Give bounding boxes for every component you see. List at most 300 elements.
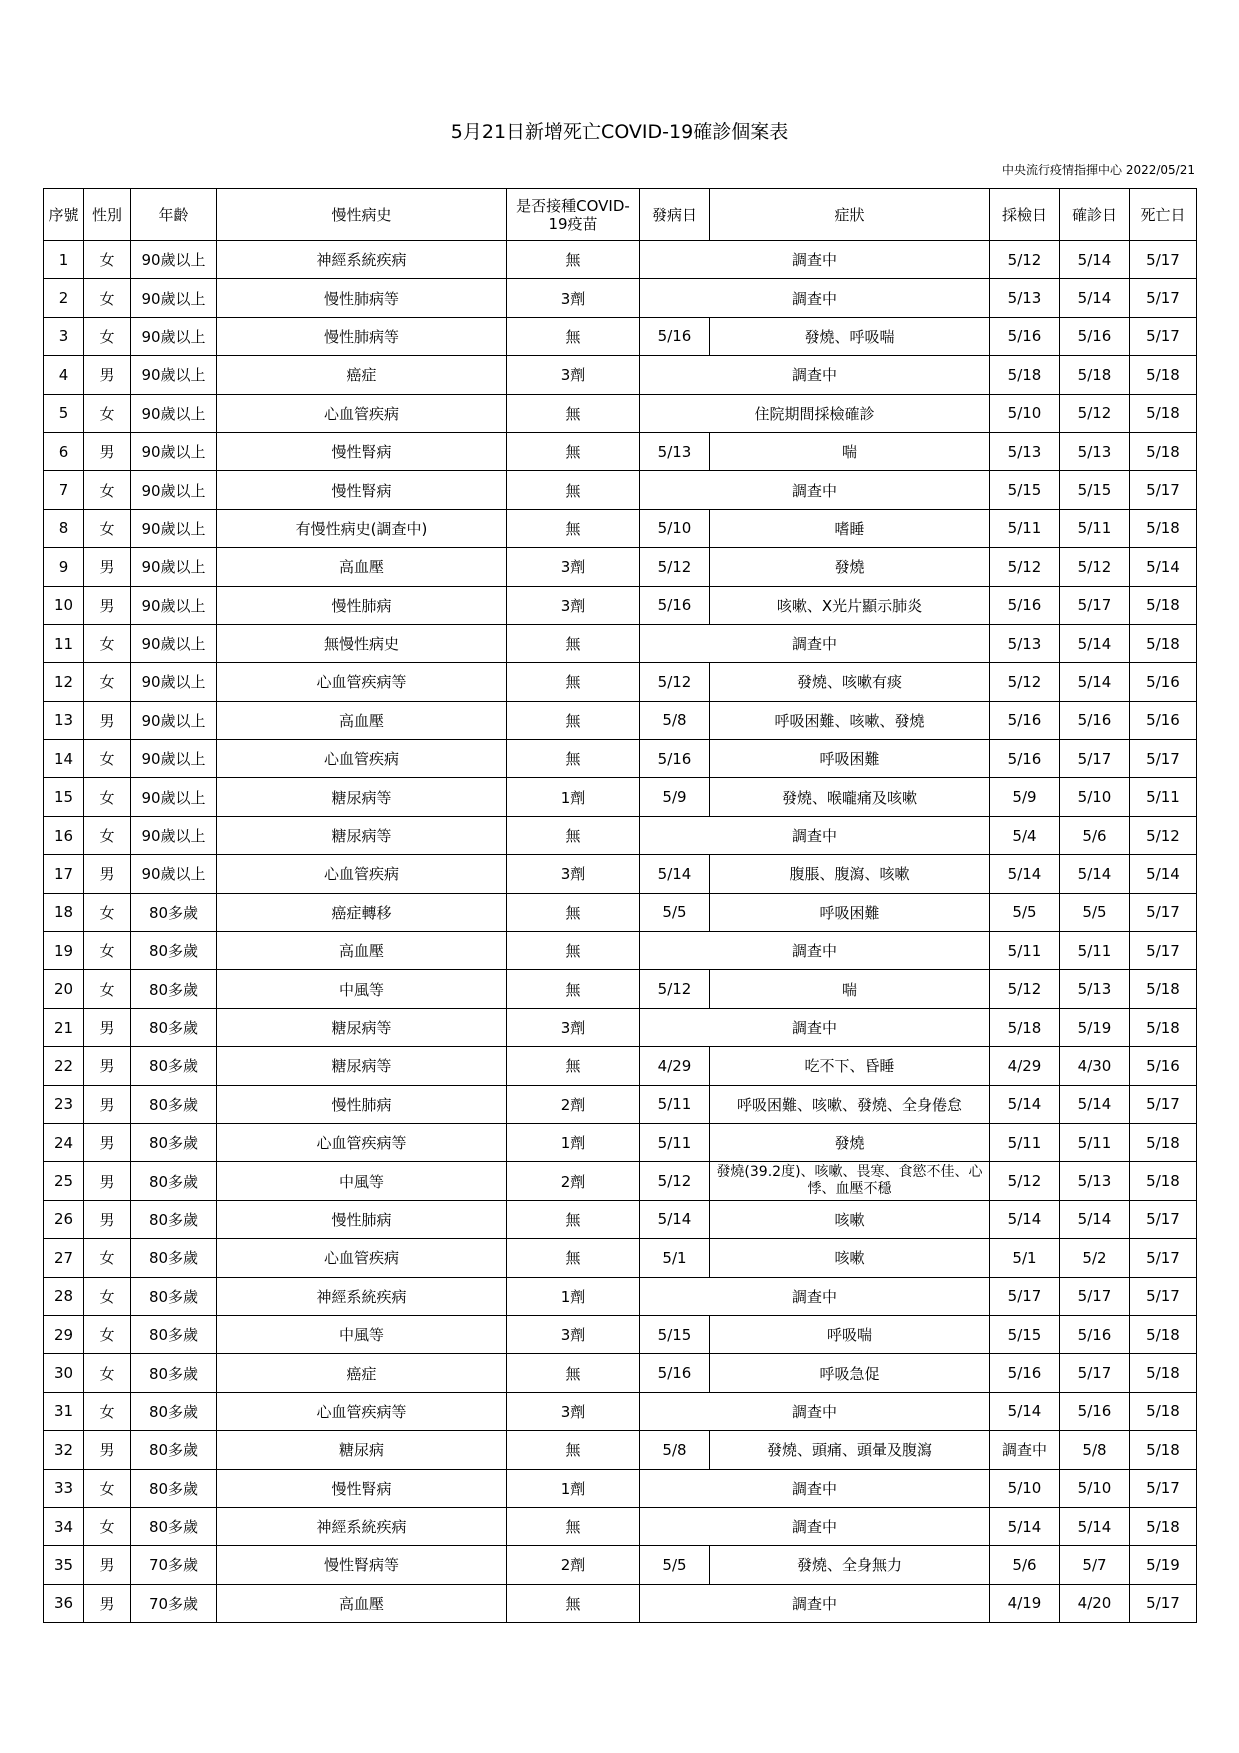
cell-chronic-history: 慢性肺病等: [217, 279, 507, 317]
cell-age: 90歲以上: [131, 471, 217, 509]
cell-symptom: 發燒: [710, 1123, 990, 1161]
cell-death-date: 5/14: [1130, 855, 1197, 893]
cell-number: 27: [44, 1239, 84, 1277]
cell-vaccine: 無: [507, 1239, 640, 1277]
cell-vaccine: 無: [507, 432, 640, 470]
cell-chronic-history: 心血管疾病等: [217, 1392, 507, 1430]
cell-death-date: 5/17: [1130, 893, 1197, 931]
cell-age: 80多歲: [131, 1354, 217, 1392]
cell-vaccine: 1劑: [507, 1123, 640, 1161]
cell-chronic-history: 高血壓: [217, 548, 507, 586]
cell-confirm-date: 5/10: [1060, 778, 1130, 816]
header-cell: 確診日: [1060, 189, 1130, 241]
cell-age: 80多歲: [131, 1162, 217, 1200]
cell-symptom: 呼吸困難、咳嗽、發燒: [710, 701, 990, 739]
cell-number: 14: [44, 740, 84, 778]
cell-symptom: 調查中: [640, 624, 990, 662]
cell-number: 18: [44, 893, 84, 931]
cell-death-date: 5/18: [1130, 1123, 1197, 1161]
cell-vaccine: 無: [507, 1200, 640, 1238]
cell-death-date: 5/17: [1130, 1239, 1197, 1277]
cell-number: 36: [44, 1584, 84, 1622]
cell-confirm-date: 5/14: [1060, 1200, 1130, 1238]
cell-vaccine: 2劑: [507, 1085, 640, 1123]
cell-age: 80多歲: [131, 1123, 217, 1161]
cell-vaccine: 1劑: [507, 1469, 640, 1507]
cell-chronic-history: 高血壓: [217, 1584, 507, 1622]
cell-age: 80多歲: [131, 1431, 217, 1469]
cell-confirm-date: 5/12: [1060, 548, 1130, 586]
cell-number: 34: [44, 1507, 84, 1545]
cell-onset-date: 5/5: [640, 893, 710, 931]
table-row: [44, 509, 1197, 547]
cell-age: 90歲以上: [131, 241, 217, 279]
cell-confirm-date: 5/14: [1060, 279, 1130, 317]
cell-vaccine: 無: [507, 740, 640, 778]
table-row: [44, 1200, 1197, 1238]
cell-sample-date: 5/15: [990, 471, 1060, 509]
cell-sample-date: 5/12: [990, 548, 1060, 586]
cell-age: 80多歲: [131, 1469, 217, 1507]
table-row: [44, 932, 1197, 970]
cell-number: 31: [44, 1392, 84, 1430]
cell-age: 80多歲: [131, 1200, 217, 1238]
cell-sample-date: 5/10: [990, 394, 1060, 432]
cell-sex: 男: [84, 1162, 131, 1200]
table-row: [44, 1507, 1197, 1545]
cell-age: 80多歲: [131, 1277, 217, 1315]
cell-vaccine: 3劑: [507, 548, 640, 586]
table-row: [44, 241, 1197, 279]
cell-confirm-date: 5/19: [1060, 1008, 1130, 1046]
table-row: [44, 317, 1197, 355]
table-row: [44, 1239, 1197, 1277]
cell-chronic-history: 癌症: [217, 356, 507, 394]
cell-death-date: 5/16: [1130, 1047, 1197, 1085]
cell-sample-date: 5/18: [990, 356, 1060, 394]
cell-death-date: 5/19: [1130, 1546, 1197, 1584]
table-row: [44, 586, 1197, 624]
cell-onset-date: 5/11: [640, 1085, 710, 1123]
cell-sex: 女: [84, 1469, 131, 1507]
header-cell: 採檢日: [990, 189, 1060, 241]
cell-chronic-history: 糖尿病等: [217, 816, 507, 854]
cell-symptom: 喘: [710, 432, 990, 470]
cell-number: 1: [44, 241, 84, 279]
cell-death-date: 5/17: [1130, 1200, 1197, 1238]
cell-sex: 女: [84, 663, 131, 701]
cell-age: 90歲以上: [131, 586, 217, 624]
cell-vaccine: 無: [507, 932, 640, 970]
cell-death-date: 5/18: [1130, 624, 1197, 662]
cell-confirm-date: 5/17: [1060, 740, 1130, 778]
table-row: [44, 432, 1197, 470]
cell-chronic-history: 糖尿病等: [217, 1008, 507, 1046]
cell-sample-date: 5/11: [990, 1123, 1060, 1161]
cell-sample-date: 5/16: [990, 1354, 1060, 1392]
cell-symptom: 調查中: [640, 1277, 990, 1315]
cell-sample-date: 5/1: [990, 1239, 1060, 1277]
cell-onset-date: 4/29: [640, 1047, 710, 1085]
cell-onset-date: 5/12: [640, 663, 710, 701]
cell-chronic-history: 中風等: [217, 970, 507, 1008]
cell-symptom: 咳嗽、X光片顯示肺炎: [710, 586, 990, 624]
cell-confirm-date: 5/11: [1060, 509, 1130, 547]
cell-death-date: 5/18: [1130, 509, 1197, 547]
cell-sample-date: 5/15: [990, 1315, 1060, 1353]
cell-age: 80多歲: [131, 1239, 217, 1277]
cell-number: 20: [44, 970, 84, 1008]
cell-sample-date: 5/14: [990, 1392, 1060, 1430]
table-row: [44, 1546, 1197, 1584]
cell-number: 12: [44, 663, 84, 701]
table-row: [44, 548, 1197, 586]
cell-confirm-date: 5/17: [1060, 1277, 1130, 1315]
cell-death-date: 5/11: [1130, 778, 1197, 816]
cell-sample-date: 5/12: [990, 1162, 1060, 1200]
cell-number: 17: [44, 855, 84, 893]
cell-death-date: 5/17: [1130, 241, 1197, 279]
cell-sample-date: 調查中: [990, 1431, 1060, 1469]
table-row: [44, 1431, 1197, 1469]
cell-chronic-history: 心血管疾病: [217, 740, 507, 778]
table-row: [44, 471, 1197, 509]
cell-confirm-date: 5/15: [1060, 471, 1130, 509]
cell-onset-date: 5/8: [640, 701, 710, 739]
cell-onset-date: 5/11: [640, 1123, 710, 1161]
cell-sample-date: 5/10: [990, 1469, 1060, 1507]
header-cell: 序號: [44, 189, 84, 241]
cell-death-date: 5/18: [1130, 1162, 1197, 1200]
cell-sex: 女: [84, 932, 131, 970]
cell-number: 8: [44, 509, 84, 547]
cell-sex: 男: [84, 1200, 131, 1238]
cell-sample-date: 5/16: [990, 317, 1060, 355]
cell-chronic-history: 心血管疾病等: [217, 663, 507, 701]
cell-death-date: 5/14: [1130, 548, 1197, 586]
cell-death-date: 5/18: [1130, 586, 1197, 624]
cell-vaccine: 1劑: [507, 778, 640, 816]
cell-chronic-history: 無慢性病史: [217, 624, 507, 662]
table-row: [44, 1277, 1197, 1315]
cell-onset-date: 5/15: [640, 1315, 710, 1353]
cell-sex: 女: [84, 1277, 131, 1315]
cell-sample-date: 5/14: [990, 1085, 1060, 1123]
cell-number: 29: [44, 1315, 84, 1353]
cell-sex: 男: [84, 356, 131, 394]
cell-confirm-date: 5/14: [1060, 855, 1130, 893]
cell-symptom: 調查中: [640, 1392, 990, 1430]
cell-confirm-date: 5/5: [1060, 893, 1130, 931]
cell-confirm-date: 5/13: [1060, 432, 1130, 470]
cell-confirm-date: 5/7: [1060, 1546, 1130, 1584]
cell-sample-date: 5/11: [990, 932, 1060, 970]
cell-death-date: 5/17: [1130, 471, 1197, 509]
cell-sex: 女: [84, 816, 131, 854]
cell-age: 80多歲: [131, 1507, 217, 1545]
cell-onset-date: 5/5: [640, 1546, 710, 1584]
table-row: [44, 778, 1197, 816]
cell-onset-date: 5/14: [640, 855, 710, 893]
cell-chronic-history: 中風等: [217, 1315, 507, 1353]
cell-sex: 男: [84, 1008, 131, 1046]
cell-symptom: 喘: [710, 970, 990, 1008]
cell-chronic-history: 心血管疾病: [217, 394, 507, 432]
source-note: 中央流行疫情指揮中心 2022/05/21: [1002, 163, 1195, 177]
cell-sex: 女: [84, 471, 131, 509]
cell-symptom: 呼吸困難: [710, 893, 990, 931]
cell-age: 80多歲: [131, 1315, 217, 1353]
cell-number: 24: [44, 1123, 84, 1161]
cell-vaccine: 2劑: [507, 1546, 640, 1584]
table-row: [44, 701, 1197, 739]
cell-sample-date: 5/12: [990, 663, 1060, 701]
cell-vaccine: 3劑: [507, 1008, 640, 1046]
cell-sample-date: 5/16: [990, 586, 1060, 624]
cell-chronic-history: 慢性腎病等: [217, 1546, 507, 1584]
table-row: [44, 624, 1197, 662]
cell-symptom: 發燒、全身無力: [710, 1546, 990, 1584]
cell-vaccine: 無: [507, 970, 640, 1008]
cell-sample-date: 5/14: [990, 855, 1060, 893]
cell-sex: 女: [84, 1315, 131, 1353]
cell-confirm-date: 5/14: [1060, 1507, 1130, 1545]
cell-confirm-date: 5/14: [1060, 241, 1130, 279]
cell-confirm-date: 5/14: [1060, 663, 1130, 701]
cell-sex: 男: [84, 432, 131, 470]
cell-age: 80多歲: [131, 932, 217, 970]
cell-number: 6: [44, 432, 84, 470]
cell-number: 2: [44, 279, 84, 317]
cell-confirm-date: 5/11: [1060, 1123, 1130, 1161]
cell-confirm-date: 5/16: [1060, 317, 1130, 355]
cell-sample-date: 5/12: [990, 241, 1060, 279]
table-row: [44, 1008, 1197, 1046]
cell-confirm-date: 5/13: [1060, 970, 1130, 1008]
cell-age: 80多歲: [131, 970, 217, 1008]
cell-age: 80多歲: [131, 1085, 217, 1123]
cell-sample-date: 5/18: [990, 1008, 1060, 1046]
cell-number: 23: [44, 1085, 84, 1123]
cell-sex: 男: [84, 855, 131, 893]
cell-death-date: 5/17: [1130, 1469, 1197, 1507]
cell-chronic-history: 中風等: [217, 1162, 507, 1200]
cell-death-date: 5/17: [1130, 740, 1197, 778]
cell-symptom: 呼吸困難: [710, 740, 990, 778]
cell-age: 70多歲: [131, 1546, 217, 1584]
cell-onset-date: 5/9: [640, 778, 710, 816]
cell-vaccine: 3劑: [507, 1392, 640, 1430]
cell-age: 80多歲: [131, 1047, 217, 1085]
cell-chronic-history: 糖尿病等: [217, 778, 507, 816]
cell-number: 15: [44, 778, 84, 816]
cell-number: 5: [44, 394, 84, 432]
cell-onset-date: 5/16: [640, 317, 710, 355]
cell-symptom: 咳嗽: [710, 1239, 990, 1277]
cell-chronic-history: 癌症: [217, 1354, 507, 1392]
cell-confirm-date: 5/11: [1060, 932, 1130, 970]
cell-sex: 女: [84, 509, 131, 547]
cell-sex: 女: [84, 394, 131, 432]
table-row: [44, 394, 1197, 432]
cell-chronic-history: 慢性肺病: [217, 1200, 507, 1238]
cell-symptom: 調查中: [640, 932, 990, 970]
cell-death-date: 5/18: [1130, 1354, 1197, 1392]
cell-chronic-history: 心血管疾病等: [217, 1123, 507, 1161]
cell-symptom: 發燒、頭痛、頭暈及腹瀉: [710, 1431, 990, 1469]
cell-confirm-date: 4/20: [1060, 1584, 1130, 1622]
cell-onset-date: 5/12: [640, 1162, 710, 1200]
cell-symptom: 調查中: [640, 279, 990, 317]
cell-number: 25: [44, 1162, 84, 1200]
cell-sample-date: 5/13: [990, 624, 1060, 662]
cell-confirm-date: 5/18: [1060, 356, 1130, 394]
cell-death-date: 5/18: [1130, 1315, 1197, 1353]
cell-confirm-date: 4/30: [1060, 1047, 1130, 1085]
cell-death-date: 5/17: [1130, 317, 1197, 355]
cell-sex: 男: [84, 1584, 131, 1622]
cell-confirm-date: 5/8: [1060, 1431, 1130, 1469]
cell-confirm-date: 5/14: [1060, 624, 1130, 662]
cell-age: 90歲以上: [131, 701, 217, 739]
cell-death-date: 5/17: [1130, 1085, 1197, 1123]
cell-symptom: 調查中: [640, 1507, 990, 1545]
cell-age: 80多歲: [131, 893, 217, 931]
cell-sex: 男: [84, 1546, 131, 1584]
cell-symptom: 住院期間採檢確診: [640, 394, 990, 432]
cell-death-date: 5/17: [1130, 932, 1197, 970]
cell-chronic-history: 慢性肺病: [217, 586, 507, 624]
cell-chronic-history: 高血壓: [217, 701, 507, 739]
cell-chronic-history: 慢性肺病: [217, 1085, 507, 1123]
cell-onset-date: 5/16: [640, 740, 710, 778]
cell-symptom: 呼吸困難、咳嗽、發燒、全身倦怠: [710, 1085, 990, 1123]
cell-age: 90歲以上: [131, 279, 217, 317]
table-row: [44, 970, 1197, 1008]
cell-number: 16: [44, 816, 84, 854]
cell-vaccine: 1劑: [507, 1277, 640, 1315]
cell-death-date: 5/18: [1130, 394, 1197, 432]
cell-sex: 女: [84, 740, 131, 778]
cell-number: 3: [44, 317, 84, 355]
table-row: [44, 1315, 1197, 1353]
cell-age: 90歲以上: [131, 509, 217, 547]
cell-age: 90歲以上: [131, 816, 217, 854]
cell-age: 90歲以上: [131, 778, 217, 816]
cell-symptom: 調查中: [640, 471, 990, 509]
cell-chronic-history: 神經系統疾病: [217, 241, 507, 279]
cell-vaccine: 無: [507, 241, 640, 279]
cell-sample-date: 5/4: [990, 816, 1060, 854]
cell-number: 10: [44, 586, 84, 624]
cell-age: 90歲以上: [131, 740, 217, 778]
cell-number: 21: [44, 1008, 84, 1046]
cell-sex: 女: [84, 1507, 131, 1545]
cell-sex: 男: [84, 701, 131, 739]
cell-chronic-history: 慢性腎病: [217, 432, 507, 470]
cell-sample-date: 5/13: [990, 432, 1060, 470]
cell-sex: 男: [84, 1085, 131, 1123]
table-row: [44, 1354, 1197, 1392]
cell-chronic-history: 糖尿病等: [217, 1047, 507, 1085]
cell-sample-date: 5/17: [990, 1277, 1060, 1315]
cell-death-date: 5/18: [1130, 1507, 1197, 1545]
cell-death-date: 5/17: [1130, 1584, 1197, 1622]
cell-vaccine: 無: [507, 1507, 640, 1545]
cell-confirm-date: 5/6: [1060, 816, 1130, 854]
cell-symptom: 腹脹、腹瀉、咳嗽: [710, 855, 990, 893]
cell-sample-date: 5/16: [990, 701, 1060, 739]
cell-symptom: 發燒: [710, 548, 990, 586]
cell-symptom: 調查中: [640, 356, 990, 394]
cell-symptom: 調查中: [640, 241, 990, 279]
cell-chronic-history: 高血壓: [217, 932, 507, 970]
table-row: [44, 1162, 1197, 1200]
cell-sample-date: 5/13: [990, 279, 1060, 317]
cell-confirm-date: 5/10: [1060, 1469, 1130, 1507]
cell-onset-date: 5/13: [640, 432, 710, 470]
header-cell: 是否接種COVID-19疫苗: [507, 189, 640, 241]
cell-chronic-history: 糖尿病: [217, 1431, 507, 1469]
cell-sex: 女: [84, 970, 131, 1008]
table-row: [44, 855, 1197, 893]
cell-number: 30: [44, 1354, 84, 1392]
cell-onset-date: 5/8: [640, 1431, 710, 1469]
table-row: [44, 1123, 1197, 1161]
cell-sample-date: 5/12: [990, 970, 1060, 1008]
cell-sample-date: 5/14: [990, 1507, 1060, 1545]
cell-symptom: 發燒、咳嗽有痰: [710, 663, 990, 701]
cell-vaccine: 無: [507, 317, 640, 355]
cell-sex: 女: [84, 1392, 131, 1430]
table-row: [44, 893, 1197, 931]
cell-death-date: 5/18: [1130, 970, 1197, 1008]
cell-vaccine: 無: [507, 394, 640, 432]
cell-sex: 女: [84, 1354, 131, 1392]
cell-sex: 女: [84, 279, 131, 317]
cell-symptom: 調查中: [640, 1008, 990, 1046]
cell-sex: 男: [84, 1431, 131, 1469]
cell-chronic-history: 神經系統疾病: [217, 1277, 507, 1315]
cell-death-date: 5/18: [1130, 1392, 1197, 1430]
cell-sex: 女: [84, 893, 131, 931]
header-row: [44, 189, 1197, 241]
cell-death-date: 5/16: [1130, 663, 1197, 701]
cell-sample-date: 5/5: [990, 893, 1060, 931]
table-row: [44, 1469, 1197, 1507]
cell-symptom: 調查中: [640, 816, 990, 854]
cell-chronic-history: 慢性腎病: [217, 471, 507, 509]
cell-sex: 女: [84, 241, 131, 279]
cell-vaccine: 無: [507, 509, 640, 547]
cell-confirm-date: 5/17: [1060, 586, 1130, 624]
cell-death-date: 5/17: [1130, 1277, 1197, 1315]
cell-death-date: 5/18: [1130, 432, 1197, 470]
header-cell: 年齡: [131, 189, 217, 241]
cell-confirm-date: 5/17: [1060, 1354, 1130, 1392]
cell-sex: 男: [84, 1123, 131, 1161]
cell-onset-date: 5/1: [640, 1239, 710, 1277]
cell-age: 90歲以上: [131, 317, 217, 355]
table-row: [44, 1392, 1197, 1430]
cell-number: 26: [44, 1200, 84, 1238]
cell-age: 90歲以上: [131, 356, 217, 394]
cell-age: 90歲以上: [131, 855, 217, 893]
cell-age: 90歲以上: [131, 394, 217, 432]
cell-sex: 女: [84, 778, 131, 816]
header-cell: 症狀: [710, 189, 990, 241]
cell-sex: 男: [84, 1047, 131, 1085]
